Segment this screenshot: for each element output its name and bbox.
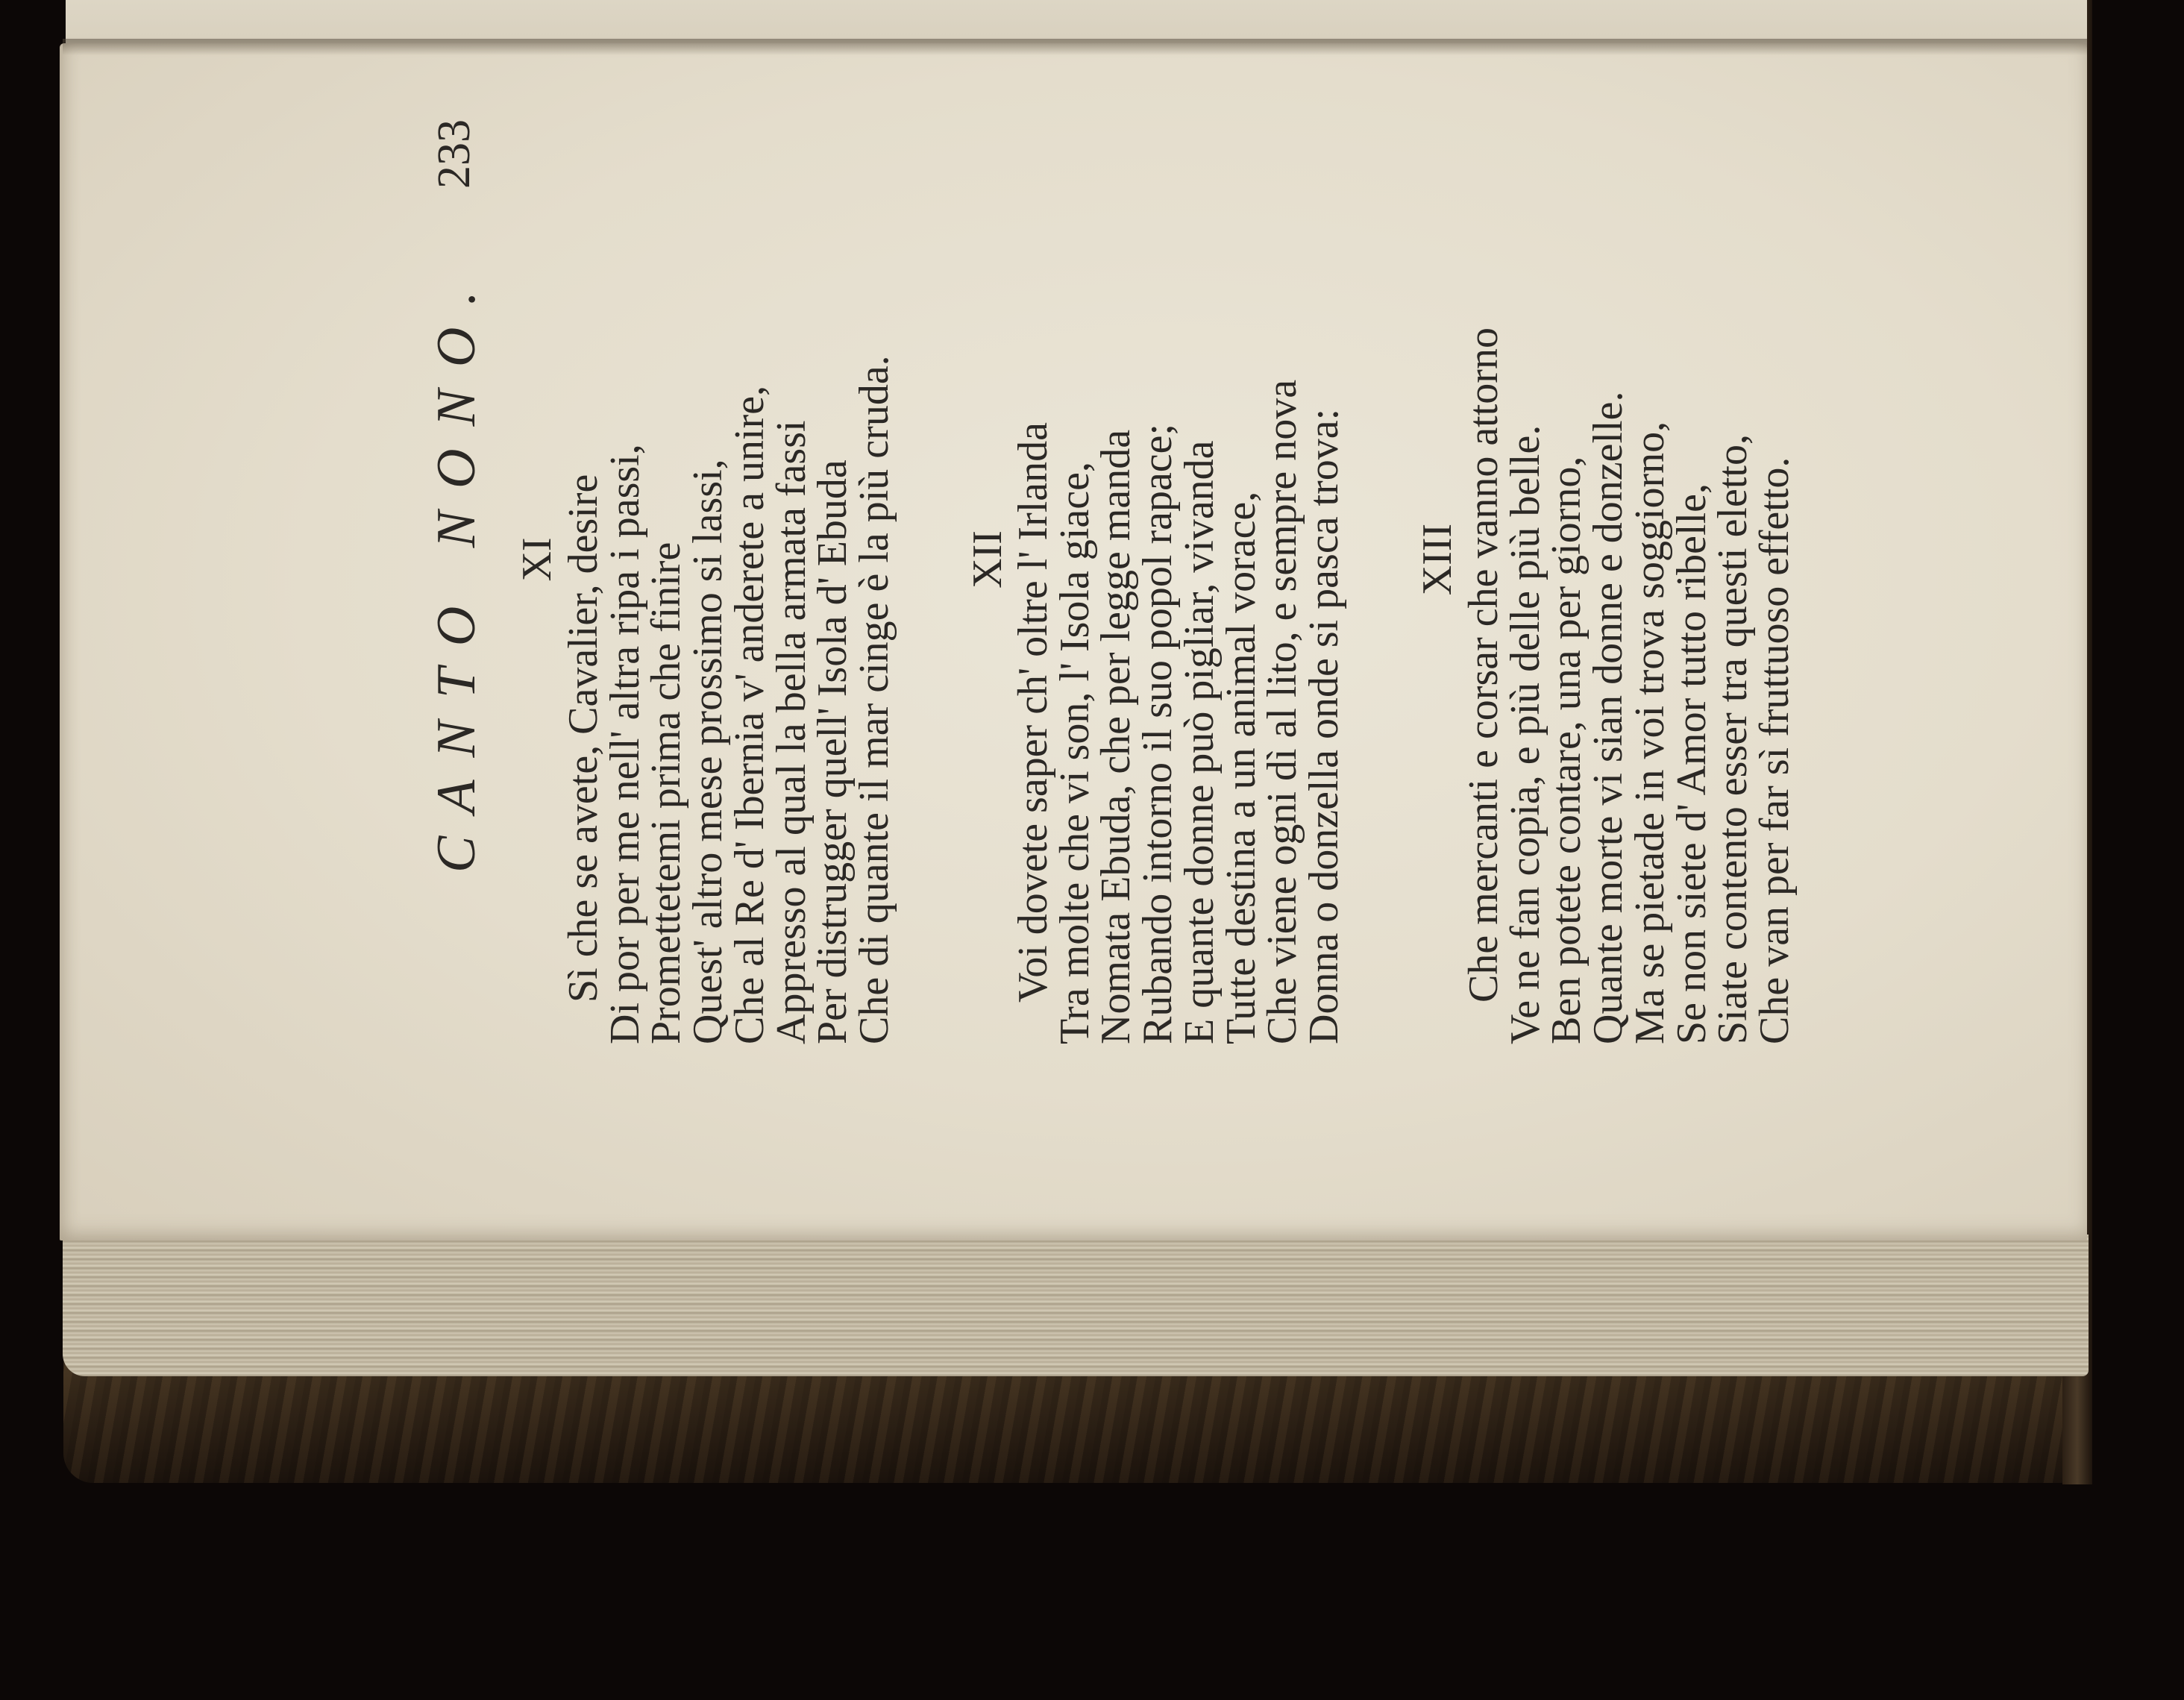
verse-line: Donna o donzella onde si pasca trova:: [1300, 408, 1347, 1044]
stanza-xii: [1010, 90, 1347, 1044]
verse-line: Quante morte vi sian donne e donzelle.: [1585, 391, 1632, 1044]
stanza-number: XI: [514, 537, 560, 582]
stanza-number: XIII: [1414, 523, 1460, 596]
verse-line: Ve ne fan copia, e più delle più belle.: [1502, 424, 1548, 1044]
verse-line: Di por per me nell' altra ripa i passi,: [601, 444, 648, 1044]
verse-line: Per distrugger quell' Isola d' Ebuda: [809, 459, 856, 1044]
verse-line: Siate contento esser tra questi eletto,: [1710, 434, 1757, 1044]
verse-line: Sì che se avete, Cavalier, desire: [560, 474, 606, 1003]
verse-line: Ben potete contare, una per giorno,: [1543, 456, 1590, 1044]
stanza-number: XII: [964, 530, 1011, 589]
verse-line: Che mercanti e corsar che vanno attorno: [1460, 327, 1507, 1003]
verse-line: Quest' altro mese prossimo si lassi,: [685, 459, 732, 1044]
verse-line: Voi dovete saper ch' oltre l' Irlanda: [1010, 422, 1056, 1003]
verse-line: Ma se pietade in voi trova soggiorno,: [1626, 421, 1673, 1044]
verse-line: Appresso al qual la bella armata fassi: [768, 420, 815, 1044]
verse-line: Che van per far sì fruttuoso effetto.: [1751, 457, 1798, 1044]
verse-line: Rubando intorno il suo popol rapace;: [1135, 423, 1182, 1044]
page-number: 233: [429, 119, 480, 189]
running-head-title: CANTO NONO.: [426, 269, 487, 873]
verse-line: Promettetemi prima che finire: [643, 542, 690, 1044]
page-text: [410, 90, 1857, 1067]
verse-line: Che al Re d' Ibernia v' anderete a unire,: [726, 385, 773, 1044]
verse-line: Nomata Ebuda, che per legge manda: [1093, 429, 1140, 1044]
verse-line: Tutte destina a un animal vorace,: [1217, 491, 1264, 1044]
page-block-edges: [63, 1235, 2089, 1376]
running-head: [425, 90, 492, 1067]
page-gutter-shadow: [63, 39, 2087, 55]
verse-line: Se non siete d' Amor tutto ribelle,: [1668, 483, 1715, 1044]
verse-line: E quante donne può pigliar, vivanda: [1176, 440, 1223, 1044]
verse-line: Che di quante il mar cinge è la più cruda.: [850, 355, 897, 1044]
stanza-xiii: [1460, 90, 1798, 1044]
verse-line: Che viene ogni dì al lito, e sempre nova: [1259, 379, 1306, 1044]
stanza-xi: [560, 90, 897, 1044]
verse-line: Tra molte che vi son, l' Isola giace,: [1051, 462, 1098, 1044]
